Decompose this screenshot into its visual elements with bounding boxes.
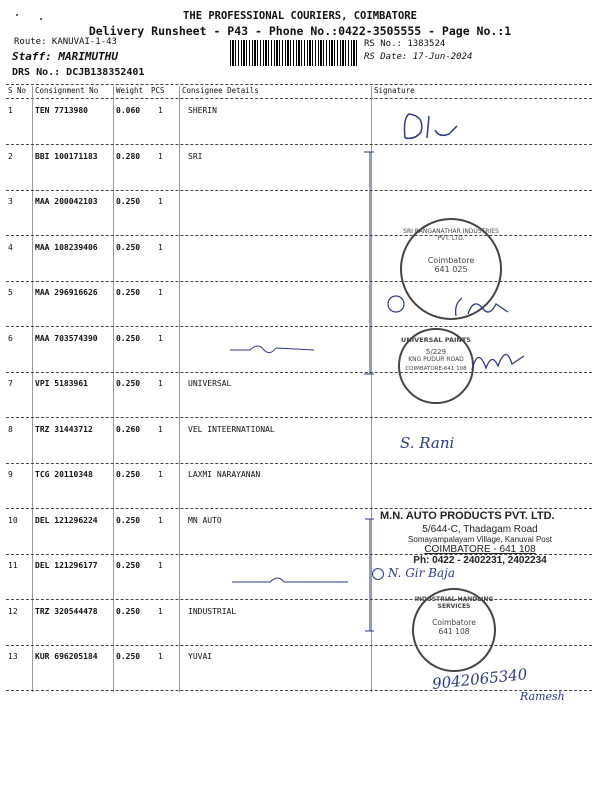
runsheet-title: Delivery Runsheet - P43 - Phone No.:0422-3505555 - Page No.:1	[88, 24, 512, 38]
col-weight: Weight	[116, 86, 144, 95]
scribble-row11	[230, 572, 350, 590]
stamp-universal: UNIVERSAL PAINTS 5/229 KNG PUDUR ROAD COIMBATORE-641 108	[398, 328, 474, 404]
row-sno: 7	[8, 379, 13, 388]
col-signature: Signature	[374, 86, 415, 95]
row-separator	[6, 144, 592, 145]
row-weight: 0.060	[116, 106, 141, 115]
row-consignment: KUR 696205184	[35, 652, 98, 661]
row-pcs: 1	[158, 288, 163, 297]
scribble-row6	[228, 340, 318, 358]
row-sno: 4	[8, 242, 13, 252]
staff-label: Staff: MARIMUTHU	[12, 50, 118, 63]
row-consignee: SRI	[188, 151, 203, 161]
row-sno: 11	[8, 561, 18, 570]
row-consignment: BBI 100171183	[35, 151, 98, 161]
row-weight: 0.250	[116, 379, 141, 388]
col-sno: S No	[8, 86, 27, 95]
row-weight: 0.250	[116, 197, 141, 206]
row-consignment: MAA 108239406	[35, 242, 98, 252]
row-pcs: 1	[158, 106, 163, 115]
row-pcs: 1	[158, 515, 163, 525]
rs-number: RS No.: 1383524	[364, 39, 446, 49]
row-sno: 13	[8, 652, 18, 661]
row-pcs: 1	[158, 561, 163, 570]
row-consignee: SHERIN	[188, 106, 217, 115]
drs-number: DRS No.: DCJB138352401	[12, 67, 145, 78]
row-pcs: 1	[158, 470, 163, 479]
header-rule-top	[6, 84, 592, 85]
signature-row13-name: Ramesh	[520, 690, 565, 703]
row-consignee: MN AUTO	[188, 515, 222, 525]
row-consignee: LAXMI NARAYANAN	[188, 470, 261, 479]
row-pcs: 1	[158, 379, 163, 388]
row-weight: 0.250	[116, 333, 141, 343]
row-consignment: TRZ 31443712	[35, 424, 93, 434]
row-consignment: MAA 296916626	[35, 288, 98, 297]
col-pcs: PCS	[151, 86, 165, 95]
row-sno: 12	[8, 606, 18, 616]
row-pcs: 1	[158, 242, 163, 252]
row-consignment: MAA 200042103	[35, 197, 98, 206]
row-separator	[6, 463, 592, 464]
row-weight: 0.250	[116, 652, 141, 661]
row-consignment: VPI 5183961	[35, 379, 88, 388]
row-weight: 0.250	[116, 242, 141, 252]
row-weight: 0.250	[116, 561, 141, 570]
row-sno: 2	[8, 151, 13, 161]
row-separator	[6, 190, 592, 191]
signature-row11: N. Gir Baja	[372, 566, 455, 580]
row-pcs: 1	[158, 151, 163, 161]
row-pcs: 1	[158, 197, 163, 206]
row-separator	[6, 690, 592, 691]
row-pcs: 1	[158, 652, 163, 661]
row-separator	[6, 281, 592, 282]
row-weight: 0.260	[116, 424, 141, 434]
header-rule-bottom	[6, 98, 592, 99]
row-sno: 10	[8, 515, 18, 525]
row-pcs: 1	[158, 606, 163, 616]
col-consignment: Consignment No	[35, 86, 99, 95]
row-consignee: UNIVERSAL	[188, 379, 232, 388]
bracket-mark	[360, 148, 380, 378]
row-consignment: DEL 121296224	[35, 515, 98, 525]
row-sno: 9	[8, 470, 13, 479]
row-separator	[6, 417, 592, 418]
signature-row1	[395, 108, 475, 144]
col-separator	[179, 86, 180, 692]
signature-row8: S. Rani	[400, 434, 455, 452]
row-weight: 0.250	[116, 606, 141, 616]
row-pcs: 1	[158, 424, 163, 434]
row-consignee: VEL INTEERNATIONAL	[188, 424, 275, 434]
signature-row13-number: 9042065340	[431, 665, 529, 693]
col-separator	[113, 86, 114, 692]
rs-date: RS Date: 17-Jun-2024	[364, 52, 473, 62]
stamp-sri-ranganathar: SRI RANGANATHAR INDUSTRIES PVT. LTD. Coimbatore 641 025	[400, 218, 502, 320]
row-pcs: 1	[158, 333, 163, 343]
row-separator	[6, 599, 592, 600]
barcode	[230, 40, 358, 66]
stamp-mn-auto: M.N. AUTO PRODUCTS PVT. LTD. 5/644-C, Thadagam Road Somayampalayam Village, Kanuvai Post COIMBATORE - 641 108 Ph: 0422 - 2402231, 2402234	[380, 510, 555, 566]
row-consignee: YUVAI	[188, 652, 213, 661]
row-consignment: DEL 121296177	[35, 561, 98, 570]
signature-row5	[384, 290, 524, 324]
row-sno: 8	[8, 424, 13, 434]
col-separator	[32, 86, 33, 692]
row-separator	[6, 645, 592, 646]
row-consignment: TCG 20110348	[35, 470, 93, 479]
row-separator	[6, 508, 592, 509]
row-separator	[6, 235, 592, 236]
row-consignment: TRZ 320544478	[35, 606, 98, 616]
row-consignment: TEN 7713980	[35, 106, 88, 115]
row-consignee: INDUSTRIAL	[188, 606, 237, 616]
row-sno: 6	[8, 333, 13, 343]
row-consignment: MAA 703574390	[35, 333, 98, 343]
route-label: Route: KANUVAI-1-43	[14, 37, 117, 47]
row-weight: 0.250	[116, 515, 141, 525]
row-weight: 0.250	[116, 288, 141, 297]
row-separator	[6, 326, 592, 327]
company-title: THE PROFESSIONAL COURIERS, COIMBATORE	[183, 10, 417, 22]
row-weight: 0.280	[116, 151, 141, 161]
row-sno: 1	[8, 106, 13, 115]
col-consignee: Consignee Details	[182, 86, 259, 95]
row-sno: 3	[8, 197, 13, 206]
row-weight: 0.250	[116, 470, 141, 479]
signature-row7	[468, 340, 528, 380]
stamp-industrial: INDUSTRIAL HANDLING SERVICES Coimbatore 641 108	[412, 588, 496, 672]
row-sno: 5	[8, 288, 13, 297]
